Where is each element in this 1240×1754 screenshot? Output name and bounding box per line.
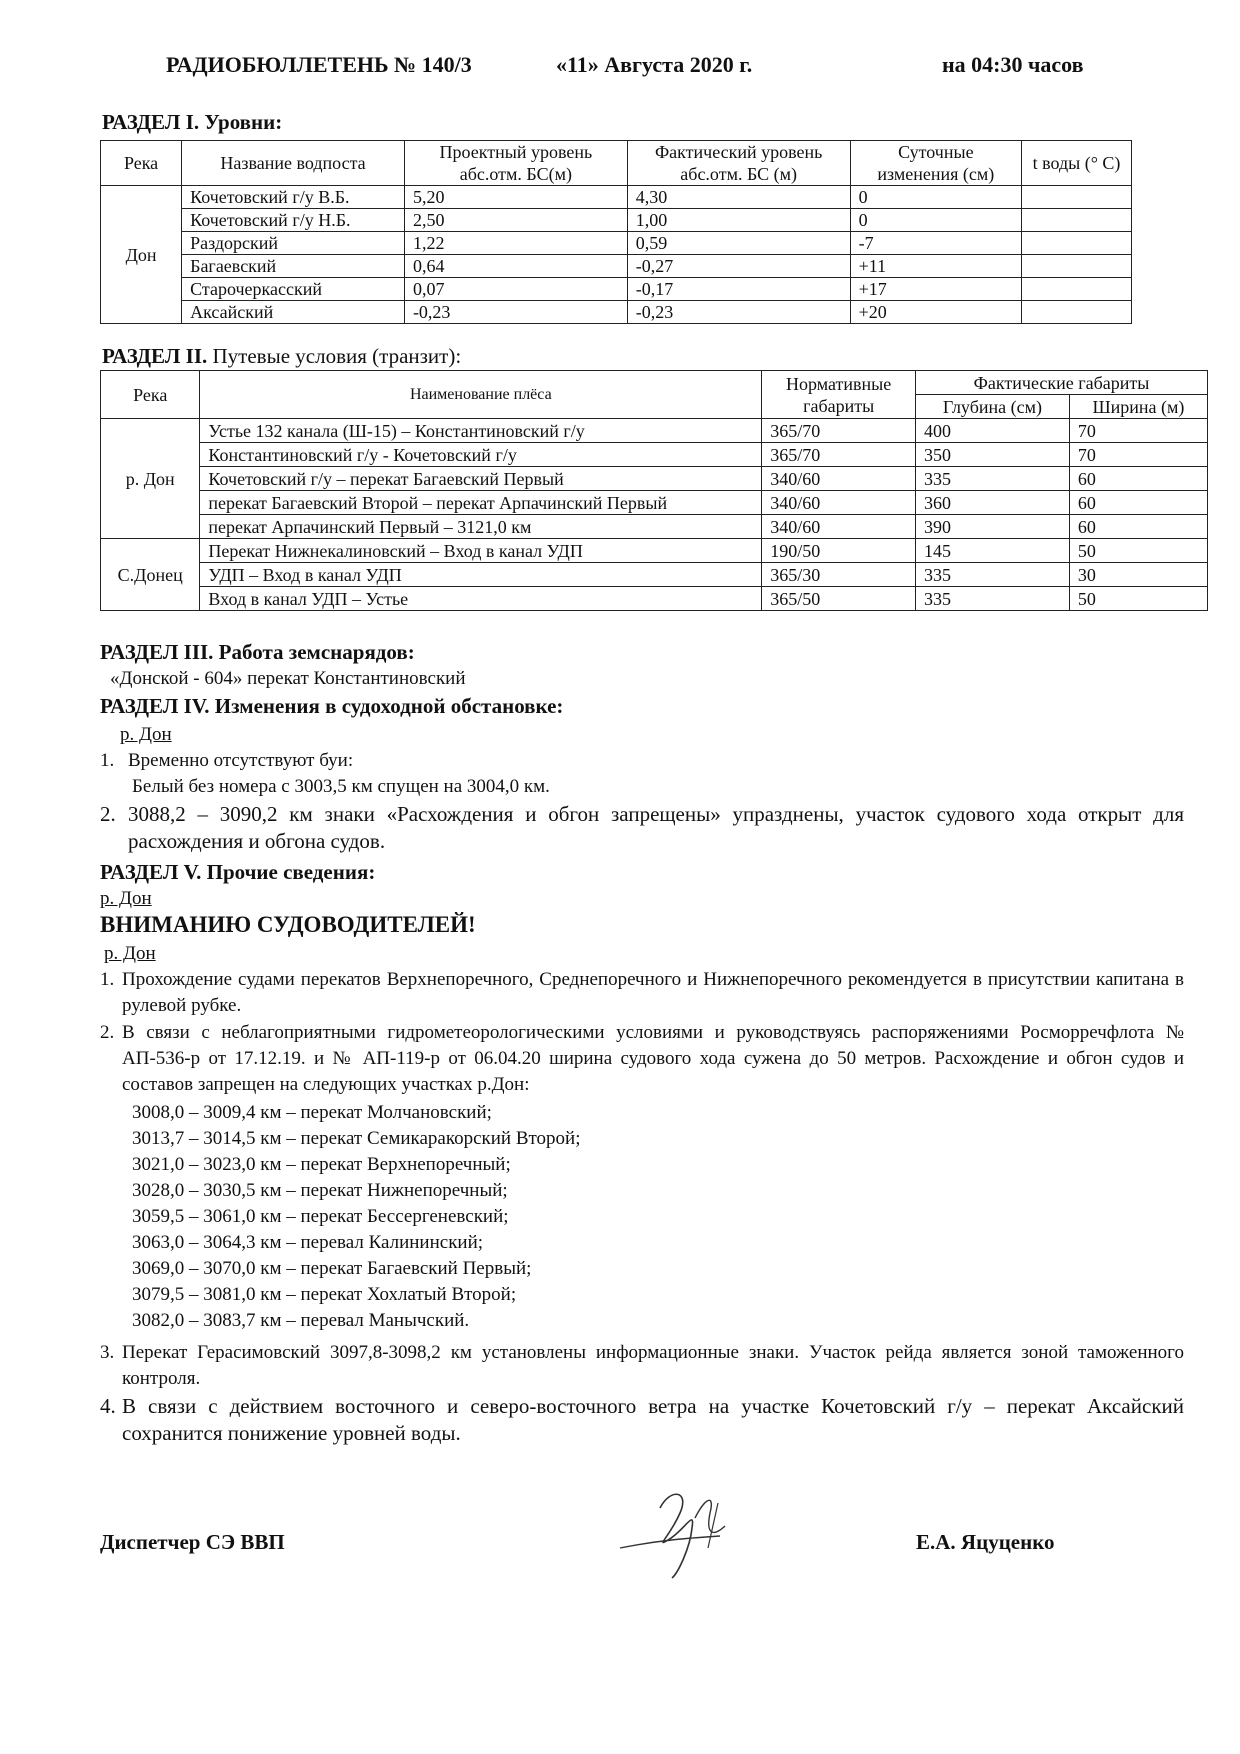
- level-row: [101, 278, 1132, 301]
- width-cell: 30: [1069, 563, 1207, 587]
- level-row: [101, 255, 1132, 278]
- post-cell: Кочетовский г/у В.Б.: [182, 186, 405, 209]
- temp-cell: [1022, 232, 1132, 255]
- section3-text: «Донской - 604» перекат Константиновский: [110, 668, 466, 689]
- attention-title: ВНИМАНИЮ СУДОВОДИТЕЛЕЙ!: [100, 912, 476, 937]
- depth-cell: 360: [916, 491, 1070, 515]
- section4-item1: Временно отсутствуют буи:: [128, 750, 354, 771]
- restricted-section-item: 3008,0 – 3009,4 км – перекат Молчановский;: [132, 1102, 492, 1123]
- fact-cell: -0,23: [627, 301, 850, 324]
- norm-cell: 365/30: [762, 563, 916, 587]
- col-change: Суточные изменения (см): [850, 141, 1021, 186]
- depth-cell: 350: [916, 443, 1070, 467]
- width-cell: 70: [1069, 419, 1207, 443]
- dispatcher-position: Диспетчер СЭ ВВП: [100, 1530, 285, 1554]
- stretch-cell: перекат Багаевский Второй – перекат Арпачинский Первый: [200, 491, 762, 515]
- post-cell: Кочетовский г/у Н.Б.: [182, 209, 405, 232]
- change-cell: 0: [850, 186, 1021, 209]
- dispatcher-name: Е.А. Яцуценко: [916, 1530, 1055, 1554]
- width-cell: 60: [1069, 491, 1207, 515]
- restricted-section-item: 3059,5 – 3061,0 км – перекат Бессергеневский;: [132, 1206, 509, 1227]
- col-proj: Проектный уровень абс.отм. БС(м): [404, 141, 627, 186]
- transit-row: [101, 539, 1208, 563]
- restricted-section-item: 3069,0 – 3070,0 км – перекат Багаевский Первый;: [132, 1258, 532, 1279]
- temp-cell: [1022, 186, 1132, 209]
- proj-cell: 0,64: [404, 255, 627, 278]
- depth-cell: 145: [916, 539, 1070, 563]
- transit-table: [100, 370, 1208, 611]
- width-cell: 70: [1069, 443, 1207, 467]
- section5-title: РАЗДЕЛ V. Прочие сведения:: [100, 860, 376, 884]
- col-temp: t воды (° С): [1022, 141, 1132, 186]
- section1-title: РАЗДЕЛ I. Уровни:: [102, 110, 283, 134]
- fact-cell: -0,17: [627, 278, 850, 301]
- proj-cell: 2,50: [404, 209, 627, 232]
- section2-title-bold: РАЗДЕЛ II.: [102, 344, 208, 368]
- change-cell: +17: [850, 278, 1021, 301]
- restricted-section-item: 3021,0 – 3023,0 км – перекат Верхнепоречный;: [132, 1154, 511, 1175]
- transit-row: [101, 563, 1208, 587]
- bulletin-title: РАДИОБЮЛЛЕТЕНЬ № 140/3: [166, 52, 472, 77]
- river-cell: Дон: [101, 186, 182, 324]
- col-river: Река: [101, 141, 182, 186]
- col-norm: Нормативные габариты: [762, 371, 916, 419]
- transit-row: [101, 419, 1208, 443]
- river-cell: С.Донец: [101, 539, 200, 611]
- level-row: [101, 301, 1132, 324]
- restricted-section-item: 3063,0 – 3064,3 км – перевал Калининский;: [132, 1232, 484, 1253]
- signature-image: [600, 1478, 750, 1588]
- col-post: Название водпоста: [182, 141, 405, 186]
- depth-cell: 335: [916, 587, 1070, 611]
- fact-cell: 1,00: [627, 209, 850, 232]
- col-fact: Фактический уровень абс.отм. БС (м): [627, 141, 850, 186]
- section4-item1-sub: Белый без номера с 3003,5 км спущен на 3004,0 км.: [132, 776, 550, 797]
- col-width: Ширина (м): [1069, 395, 1207, 419]
- norm-cell: 340/60: [762, 515, 916, 539]
- attention-item3: Перекат Герасимовский 3097,8-3098,2 км установлены информационные знаки. Участок рейда является зоной таможенного контроля.: [122, 1342, 1184, 1389]
- stretch-cell: Кочетовский г/у – перекат Багаевский Первый: [200, 467, 762, 491]
- attention-item4-num: 4.: [100, 1394, 116, 1418]
- change-cell: -7: [850, 232, 1021, 255]
- section2-title-rest: Путевые условия (транзит):: [207, 344, 462, 368]
- transit-row: [101, 443, 1208, 467]
- change-cell: 0: [850, 209, 1021, 232]
- fact-cell: 4,30: [627, 186, 850, 209]
- attention-item3-num: 3.: [100, 1342, 115, 1363]
- norm-cell: 190/50: [762, 539, 916, 563]
- attention-item2-num: 2.: [100, 1022, 115, 1043]
- section4-item2: 3088,2 – 3090,2 км знаки «Расхождения и обгон запрещены» упразднены, участок судового хода открыт для расхождения и обгона судов.: [128, 802, 1184, 853]
- norm-cell: 365/70: [762, 443, 916, 467]
- bulletin-header: [0, 52, 1240, 82]
- section3-title: РАЗДЕЛ III. Работа земснарядов:: [100, 640, 415, 664]
- depth-cell: 400: [916, 419, 1070, 443]
- post-cell: Старочеркасский: [182, 278, 405, 301]
- proj-cell: -0,23: [404, 301, 627, 324]
- bulletin-time: на 04:30 часов: [942, 52, 1084, 77]
- temp-cell: [1022, 209, 1132, 232]
- width-cell: 50: [1069, 539, 1207, 563]
- section5-river: р. Дон: [100, 888, 152, 909]
- river-cell: р. Дон: [101, 419, 200, 539]
- proj-cell: 1,22: [404, 232, 627, 255]
- width-cell: 60: [1069, 515, 1207, 539]
- level-row: [101, 209, 1132, 232]
- width-cell: 60: [1069, 467, 1207, 491]
- attention-item1-num: 1.: [100, 969, 115, 990]
- stretch-cell: УДП – Вход в канал УДП: [200, 563, 762, 587]
- section4-title: РАЗДЕЛ IV. Изменения в судоходной обстановке:: [100, 694, 564, 718]
- col-depth: Глубина (см): [916, 395, 1070, 419]
- stretch-cell: Устье 132 канала (Ш-15) – Константиновский г/у: [200, 419, 762, 443]
- change-cell: +20: [850, 301, 1021, 324]
- restricted-section-item: 3082,0 – 3083,7 км – перевал Манычский.: [132, 1310, 470, 1331]
- attention-item2: В связи с неблагоприятными гидрометеорологическими условиями и руководствуясь распоряжениями Росморречфлота № АП-536-р от 17.12.19. и № АП-119-р от 06.04.20 ширина судового хода сужена до 50 метров. Расхождение и обгон судов и составов запрещен на следующих участках р.Дон:: [122, 1022, 1184, 1095]
- width-cell: 50: [1069, 587, 1207, 611]
- col-stretch: Наименование плёса: [200, 371, 762, 419]
- proj-cell: 5,20: [404, 186, 627, 209]
- transit-row: [101, 515, 1208, 539]
- level-row: [101, 186, 1132, 209]
- restricted-section-item: 3028,0 – 3030,5 км – перекат Нижнепоречный;: [132, 1180, 508, 1201]
- col-actual: Фактические габариты: [916, 371, 1208, 395]
- depth-cell: 335: [916, 563, 1070, 587]
- change-cell: +11: [850, 255, 1021, 278]
- stretch-cell: Константиновский г/у - Кочетовский г/у: [200, 443, 762, 467]
- norm-cell: 340/60: [762, 491, 916, 515]
- stretch-cell: Перекат Нижнекалиновский – Вход в канал УДП: [200, 539, 762, 563]
- section4-item2-num: 2.: [100, 802, 116, 826]
- fact-cell: 0,59: [627, 232, 850, 255]
- norm-cell: 365/50: [762, 587, 916, 611]
- depth-cell: 390: [916, 515, 1070, 539]
- temp-cell: [1022, 278, 1132, 301]
- stretch-cell: Вход в канал УДП – Устье: [200, 587, 762, 611]
- temp-cell: [1022, 301, 1132, 324]
- post-cell: Аксайский: [182, 301, 405, 324]
- section4-river: р. Дон: [120, 724, 172, 745]
- depth-cell: 335: [916, 467, 1070, 491]
- restricted-section-item: 3079,5 – 3081,0 км – перекат Хохлатый Второй;: [132, 1284, 517, 1305]
- post-cell: Раздорский: [182, 232, 405, 255]
- col-river: Река: [101, 371, 200, 419]
- transit-row: [101, 587, 1208, 611]
- attention-item1: Прохождение судами перекатов Верхнепоречного, Среднепоречного и Нижнепоречного рекомендуется в присутствии капитана в рулевой рубке.: [122, 969, 1184, 1016]
- transit-row: [101, 467, 1208, 491]
- stretch-cell: перекат Арпачинский Первый – 3121,0 км: [200, 515, 762, 539]
- transit-row: [101, 491, 1208, 515]
- restricted-section-item: 3013,7 – 3014,5 км – перекат Семикаракорский Второй;: [132, 1128, 581, 1149]
- proj-cell: 0,07: [404, 278, 627, 301]
- section2-title: [102, 344, 461, 369]
- level-row: [101, 232, 1132, 255]
- fact-cell: -0,27: [627, 255, 850, 278]
- levels-table: [100, 140, 1132, 324]
- temp-cell: [1022, 255, 1132, 278]
- section4-item1-num: 1.: [100, 750, 115, 771]
- post-cell: Багаевский: [182, 255, 405, 278]
- attention-item4: В связи с действием восточного и северо-восточного ветра на участке Кочетовский г/у – перекат Аксайский сохранится понижение уровней воды.: [122, 1394, 1184, 1445]
- norm-cell: 340/60: [762, 467, 916, 491]
- bulletin-date: «11» Августа 2020 г.: [556, 52, 753, 77]
- attention-river: р. Дон: [104, 943, 156, 964]
- norm-cell: 365/70: [762, 419, 916, 443]
